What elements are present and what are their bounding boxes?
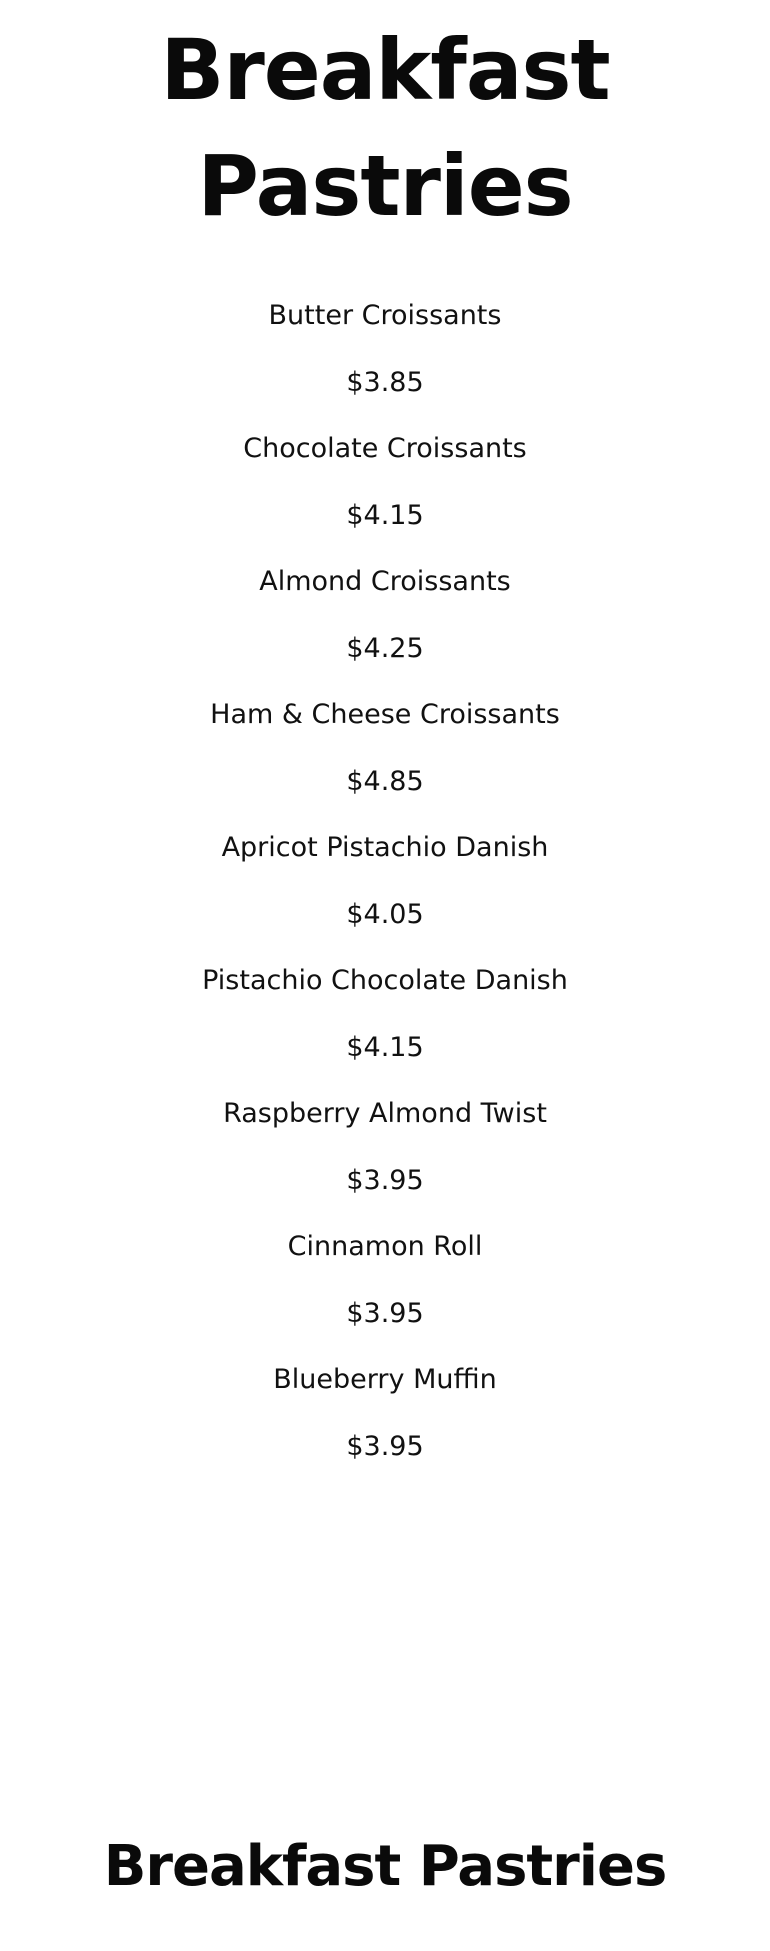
menu-item [0, 416, 770, 549]
page-title [0, 0, 770, 244]
page-title-line-1: Breakfast [160, 21, 610, 119]
item-name: Apricot Pistachio Danish [221, 832, 549, 863]
menu-item-list [0, 283, 770, 1480]
page-title-line-2: Pastries [197, 137, 573, 235]
item-name: Butter Croissants [268, 300, 502, 331]
item-price: $4.15 [346, 1031, 424, 1063]
item-name: Blueberry Muffin [273, 1364, 497, 1395]
item-price: $4.05 [346, 898, 424, 930]
item-name: Pistachio Chocolate Danish [202, 965, 568, 996]
menu-item [0, 948, 770, 1081]
item-name: Ham & Cheese Croissants [210, 699, 560, 730]
item-name: Almond Croissants [259, 566, 511, 597]
item-price: $3.95 [346, 1164, 424, 1196]
item-price: $3.95 [346, 1297, 424, 1329]
item-name: Chocolate Croissants [243, 433, 527, 464]
menu-item [0, 682, 770, 815]
menu-item [0, 1081, 770, 1214]
menu-item [0, 1347, 770, 1480]
menu-item [0, 283, 770, 416]
item-price: $3.85 [346, 366, 424, 398]
item-name: Cinnamon Roll [287, 1231, 483, 1262]
menu-item [0, 1214, 770, 1347]
item-price: $4.25 [346, 632, 424, 664]
item-name: Raspberry Almond Twist [223, 1098, 547, 1129]
item-price: $4.15 [346, 499, 424, 531]
menu-item [0, 549, 770, 682]
menu-item [0, 815, 770, 948]
footer-title: Breakfast Pastries [103, 1834, 667, 1899]
item-price: $3.95 [346, 1430, 424, 1462]
item-price: $4.85 [346, 765, 424, 797]
